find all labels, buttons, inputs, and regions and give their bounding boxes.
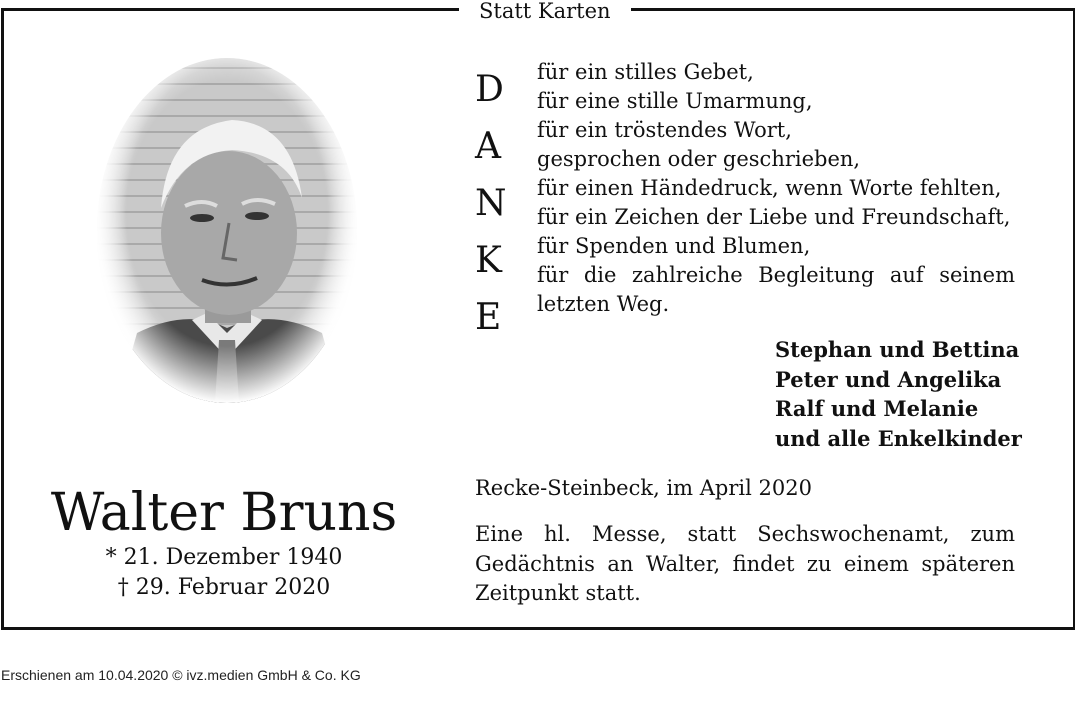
portrait-figure [97,58,357,403]
verse-line: für ein tröstendes Wort, [537,118,792,142]
verse-line: für ein stilles Gebet, [537,60,754,84]
danke-letter: A [475,126,501,167]
danke-letter: E [475,297,502,338]
mass-note [475,520,1015,609]
place-date: Recke-Steinbeck, im April 2020 [475,476,812,500]
verse-line: für eine stille Umarmung, [537,89,813,113]
obituary-card [1,0,1075,630]
portrait-oval [97,58,357,403]
signer: und alle Enkelkinder [775,425,1022,451]
birth-date: * 21. Dezember 1940 [105,545,343,570]
note-line: Gedächtnis an Walter, findet zu einem späteren [475,551,1015,576]
portrait-photo [97,58,357,403]
verse-line: für die zahlreiche Begleitung auf seinem [537,263,1015,287]
verse-line: gesprochen oder geschrieben, [537,147,861,171]
header-label: Statt Karten [459,0,631,23]
life-dates [4,543,444,603]
note-line: Zeitpunkt statt. [475,581,641,605]
danke-letter: N [475,183,507,224]
verse-line: für Spenden und Blumen, [537,234,811,258]
verse-line: für einen Händedruck, wenn Worte fehlten, [537,176,1002,200]
danke-letter: D [475,69,504,110]
signer: Peter und Angelika [775,366,1002,392]
note-line: Eine hl. Messe, statt Sechswochenamt, zum [475,522,1015,546]
danke-letter: K [475,240,502,281]
signer: Ralf und Melanie [775,396,979,421]
verse-line: letzten Weg. [537,292,670,316]
danke-acrostic [475,61,515,346]
publication-footer: Erschienen am 10.04.2020 © ivz.medien GmbH & Co. KG [1,667,361,683]
deceased-name: Walter Bruns [50,483,398,543]
verse-line: für ein Zeichen der Liebe und Freundschaft, [537,205,1011,229]
signer: Stephan und Bettina [775,337,1020,362]
signers-list [775,335,1055,453]
death-date: † 29. Februar 2020 [117,575,331,600]
thanks-verse [537,58,1015,319]
